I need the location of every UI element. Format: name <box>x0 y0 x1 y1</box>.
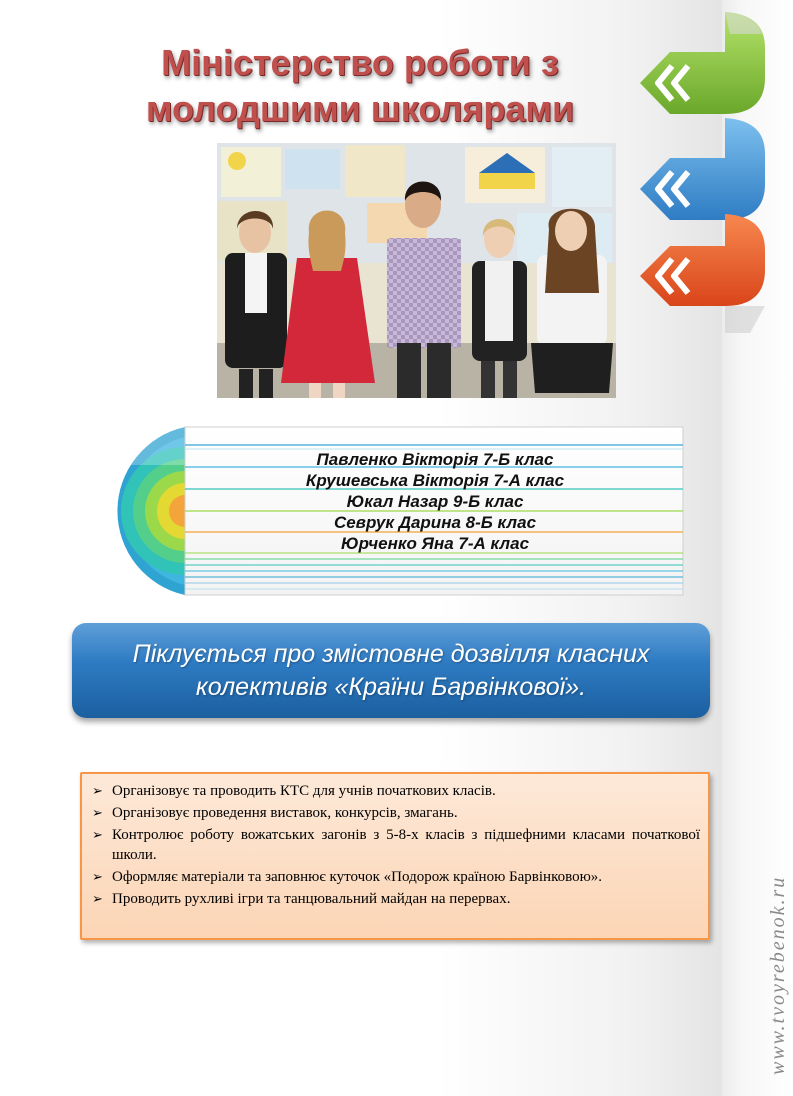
title-line-1: Міністерство роботи з <box>161 42 559 83</box>
watermark <box>742 810 792 1075</box>
member-item: Павленко Вікторія 7-Б клас <box>316 450 554 469</box>
task-text: Організовує та проводить КТС для учнів початкових класів. <box>112 783 496 799</box>
task-item <box>92 867 700 887</box>
green-arrow-icon <box>640 12 765 114</box>
task-text: Проводить рухливі ігри та танцювальний майдан на перервах. <box>112 891 511 907</box>
arrow-bullet-icon: ➢ <box>92 891 103 906</box>
arrow-bullet-icon: ➢ <box>92 805 103 820</box>
member-item: Юрченко Яна 7-А клас <box>340 534 530 553</box>
task-item <box>92 781 700 801</box>
blue-arrow-icon <box>640 118 765 220</box>
page-title <box>60 40 660 132</box>
member-item: Севрук Дарина 8-Б клас <box>333 513 537 532</box>
members-list <box>185 449 685 554</box>
task-text: Організовує проведення виставок, конкурсів, змагань. <box>112 805 458 821</box>
orange-arrow-icon <box>640 214 765 333</box>
watermark-text: www.tvoyrebenok.ru <box>767 875 789 1075</box>
tasks-box <box>80 772 710 940</box>
mission-text: Піклується про змістовне дозвілля класних колективів «Країни Барвінкової». <box>132 639 650 701</box>
task-text: Контролює роботу вожатських загонів з 5-8-х класів з підшефними класами початкової школи. <box>112 827 700 863</box>
group-photo <box>217 143 616 398</box>
arrow-bullet-icon: ➢ <box>92 827 103 842</box>
task-item <box>92 889 700 909</box>
member-item: Юкал Назар 9-Б клас <box>346 492 524 511</box>
title-line-2: молодшими школярами <box>145 88 575 129</box>
task-item <box>92 825 700 865</box>
arrow-bullet-icon: ➢ <box>92 783 103 798</box>
decorative-arrows <box>630 8 770 338</box>
tasks-list <box>92 781 700 909</box>
member-item: Крушевська Вікторія 7-А клас <box>305 471 565 490</box>
task-item <box>92 803 700 823</box>
task-text: Оформляє матеріали та заповнює куточок «Подорож країною Барвінковою». <box>112 869 603 885</box>
arrow-bullet-icon: ➢ <box>92 869 103 884</box>
mission-banner <box>72 623 710 718</box>
